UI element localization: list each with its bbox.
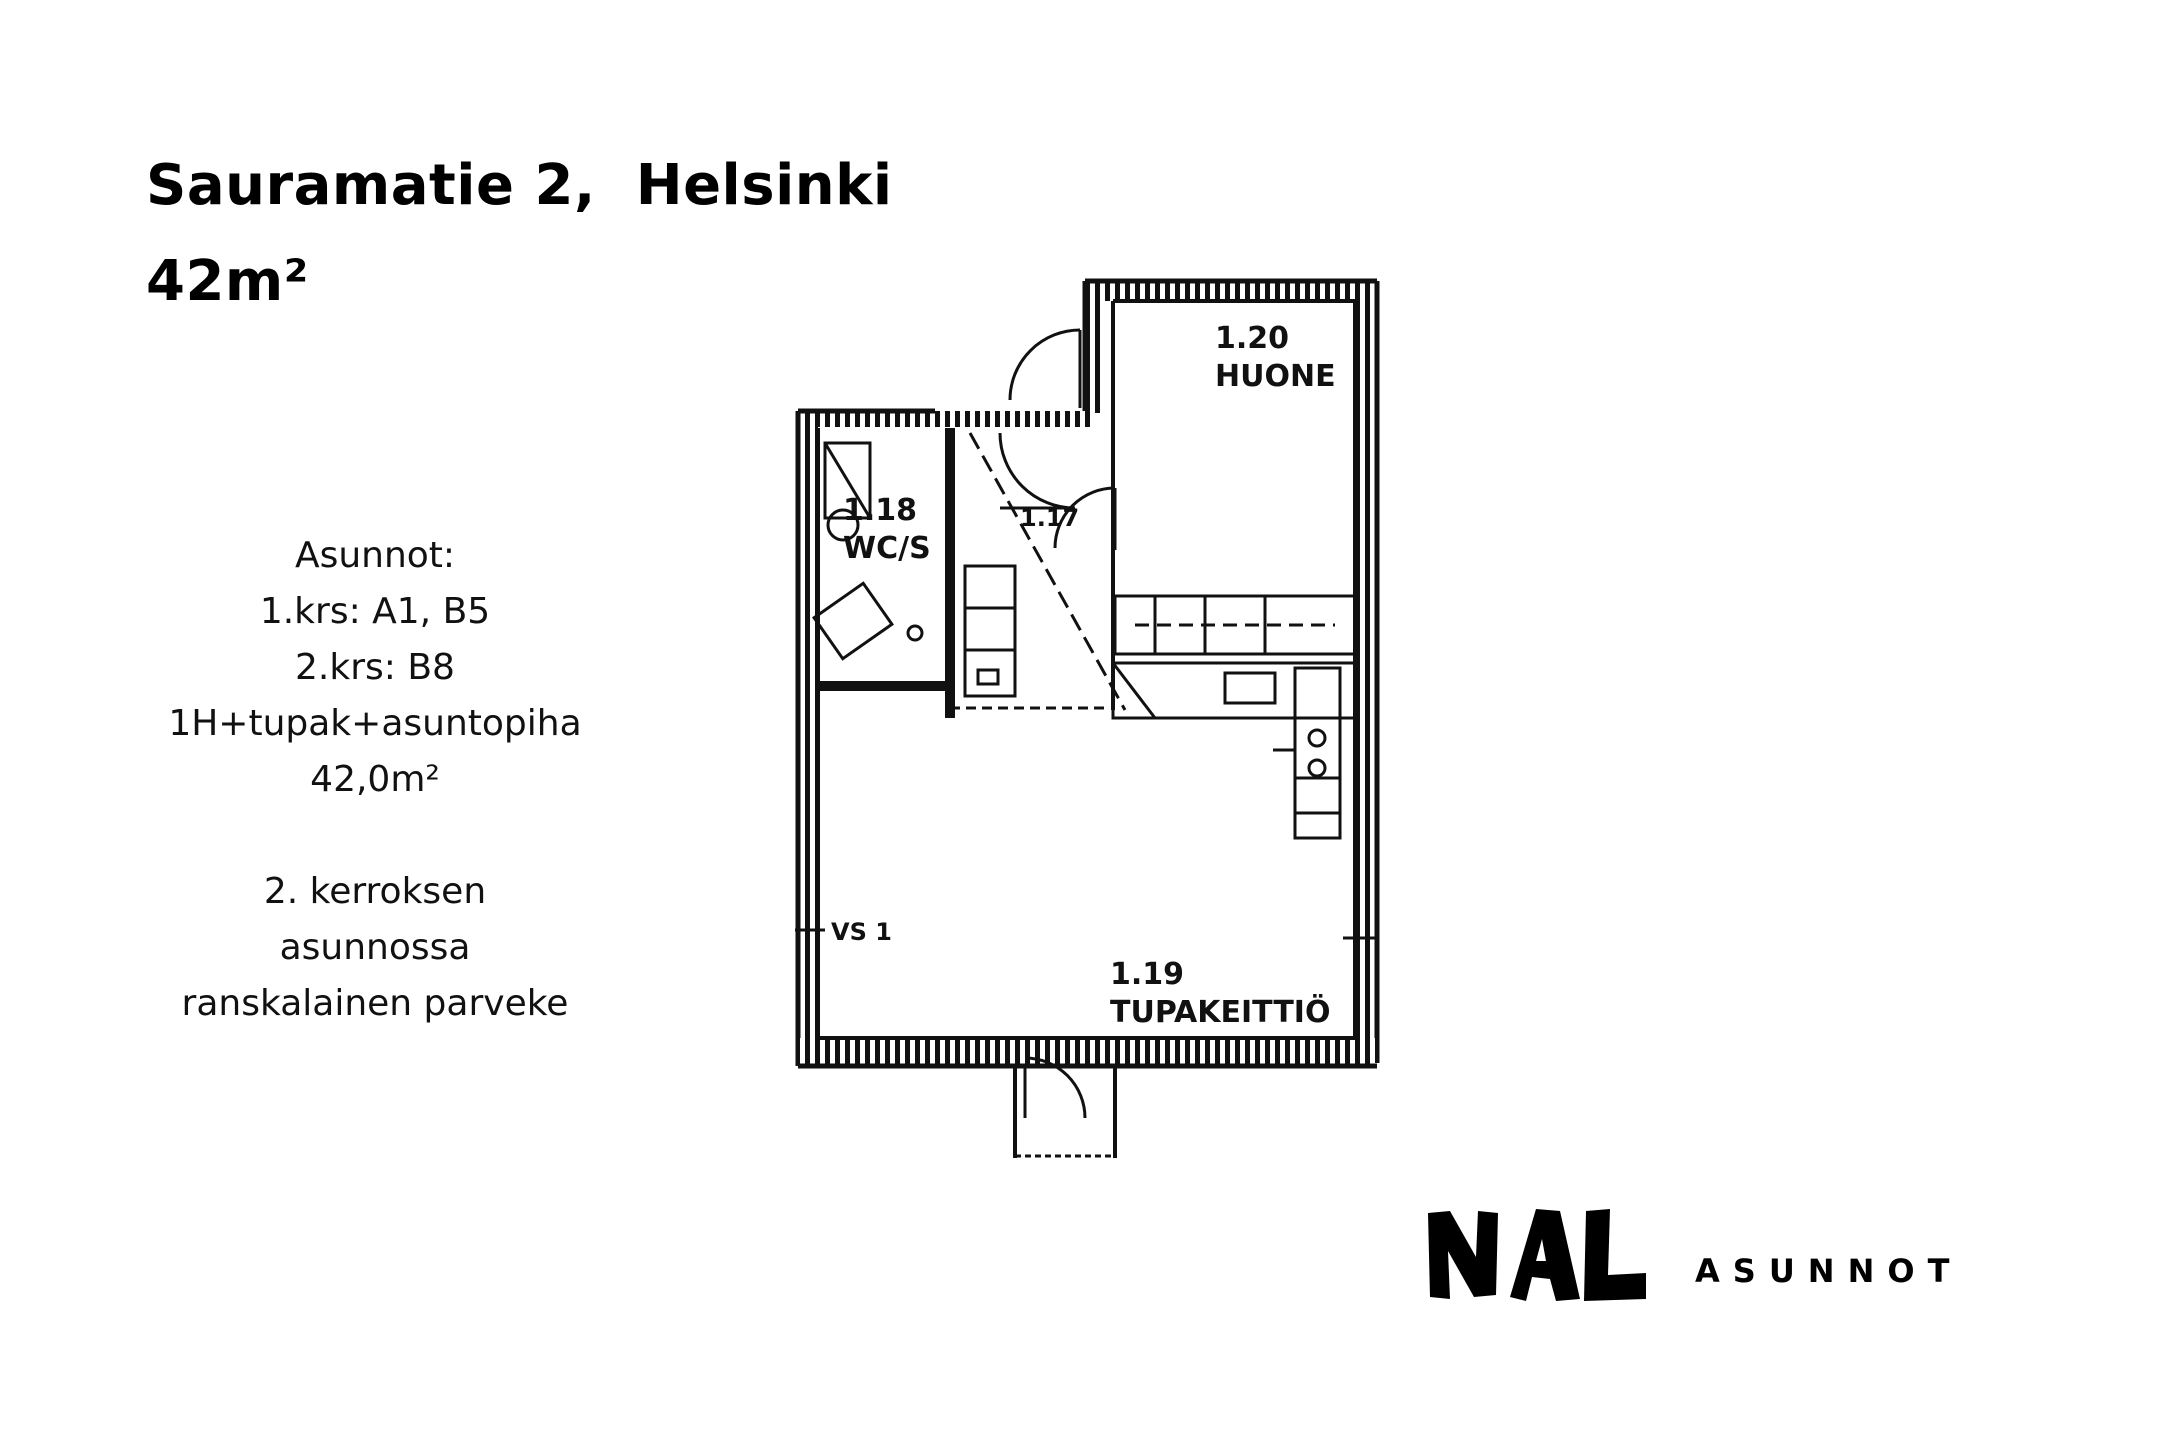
room-wc-number: 1.18 <box>843 493 918 528</box>
floor-plan <box>795 278 1395 1168</box>
vs-label: VS 1 <box>831 918 892 946</box>
room-huone-name: HUONE <box>1215 359 1336 394</box>
brand-subtitle: ASUNNOT <box>1695 1252 1963 1290</box>
info-type: 1H+tupak+asuntopiha <box>168 703 582 744</box>
room-huone-number: 1.20 <box>1215 321 1290 356</box>
info-floor1: 1.krs: A1, B5 <box>259 591 491 632</box>
room-tupa-number: 1.19 <box>1110 957 1185 992</box>
info-floor2: 2.krs: B8 <box>295 647 455 688</box>
info-note-2: asunnossa <box>279 927 471 968</box>
info-note-1: 2. kerroksen <box>263 871 487 912</box>
room-hall-number: 1.17 <box>1020 504 1080 532</box>
info-heading: Asunnot: <box>294 535 456 576</box>
nal-logo <box>1428 1205 1648 1305</box>
apartment-info <box>100 528 650 1032</box>
room-wc-name: WC/S <box>843 531 931 566</box>
area-heading: 42m² <box>146 249 309 314</box>
info-size: 42,0m² <box>310 759 440 800</box>
room-tupa-name: TUPAKEITTIÖ <box>1110 995 1331 1030</box>
info-note-3: ranskalainen parveke <box>181 983 569 1024</box>
listing-title <box>146 138 893 330</box>
address-heading: Sauramatie 2, Helsinki <box>146 153 893 218</box>
